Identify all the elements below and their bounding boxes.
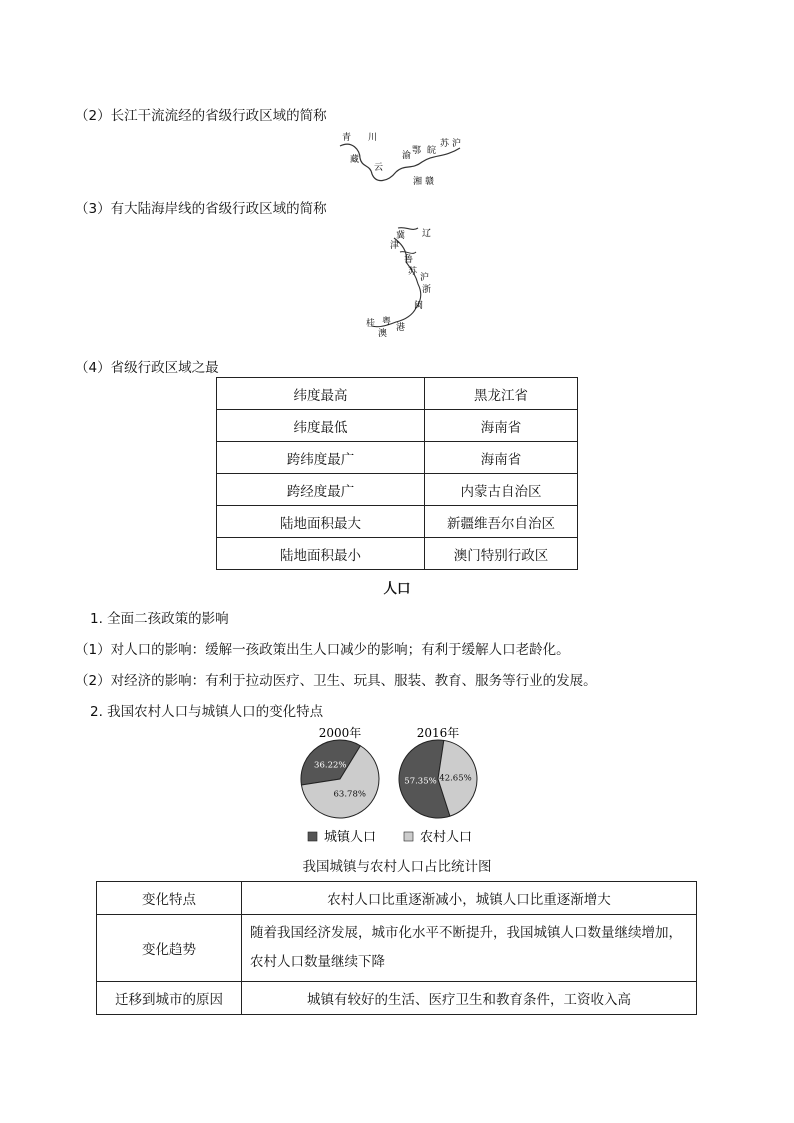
map-label: 沪: [452, 139, 462, 149]
map-label: 皖: [427, 146, 437, 156]
legend-label-urban: 城镇人口: [324, 830, 377, 845]
table-cell: 跨经度最广: [217, 474, 425, 506]
table-cell: 变化趋势: [97, 915, 242, 982]
pie-title: 2016年: [416, 726, 460, 740]
map-label: 青: [342, 133, 352, 143]
table-cell: 迁移到城市的原因: [97, 982, 242, 1015]
map-label: 苏: [440, 139, 450, 149]
map-label: 云: [374, 163, 384, 173]
map-label: 川: [368, 133, 378, 143]
map-label: 苏: [408, 267, 418, 277]
table-row: [97, 915, 697, 982]
map-label: 粤: [382, 317, 392, 327]
table-cell: 纬度最低: [217, 410, 425, 442]
map-label: 湘: [413, 177, 423, 187]
figure-caption: 我国城镇与农村人口占比统计图: [302, 859, 492, 875]
map-label: 鄂: [412, 146, 422, 156]
table-cell: 内蒙古自治区: [425, 474, 578, 506]
map-label: 鲁: [404, 255, 414, 265]
map-label: 冀: [396, 231, 406, 241]
map-label: 辽: [422, 229, 432, 239]
map-label: 澳: [378, 329, 388, 339]
yangtze-river-map: [330, 128, 470, 190]
policy-effect-economy: （2）对经济的影响：有利于拉动医疗、卫生、玩具、服装、教育、服务等行业的发展。: [75, 673, 597, 689]
table-cell: 城镇有较好的生活、医疗卫生和教育条件，工资收入高: [242, 982, 697, 1015]
policy-effect-population: （1）对人口的影响：缓解一孩政策出生人口减少的影响；有利于缓解人口老龄化。: [75, 642, 570, 658]
map-label: 桂: [366, 319, 376, 329]
population-title: 人口: [383, 581, 411, 597]
table-cell: 新疆维吾尔自治区: [425, 506, 578, 538]
table-cell: 变化特点: [97, 882, 242, 915]
map-label: 浙: [422, 285, 432, 295]
table-row: [217, 378, 578, 410]
urban-rural-pie-charts: [290, 722, 510, 852]
pie-title: 2000年: [318, 726, 362, 740]
table-cell: 随着我国经济发展，城市化水平不断提升，我国城镇人口数量继续增加，农村人口数量继续下降: [242, 915, 697, 982]
policy-heading: 1. 全面二孩政策的影响: [90, 611, 229, 627]
pie-chart-2016: [399, 725, 477, 818]
superlatives-table: [216, 377, 578, 570]
map-label: 沪: [420, 273, 430, 283]
pie-value-label: 63.78%: [333, 789, 366, 800]
table-row: [217, 506, 578, 538]
table-cell: 纬度最高: [217, 378, 425, 410]
map-label: 藏: [350, 155, 360, 165]
legend-swatch-urban: [308, 832, 317, 841]
table-cell: 澳门特别行政区: [425, 538, 578, 570]
legend-swatch-rural: [404, 832, 413, 841]
coastline-heading: （3）有大陆海岸线的省级行政区域的简称: [75, 201, 327, 217]
table-row: [217, 410, 578, 442]
table-row: [217, 442, 578, 474]
table-row: [97, 982, 697, 1015]
table-cell: 陆地面积最小: [217, 538, 425, 570]
map-label: 赣: [425, 177, 435, 187]
map-label: 闽: [414, 301, 424, 311]
table-cell: 农村人口比重逐渐减小，城镇人口比重逐渐增大: [242, 882, 697, 915]
map-label: 港: [396, 323, 406, 333]
map-label: 渝: [402, 151, 412, 161]
pie-value-label: 57.35%: [404, 776, 437, 787]
yangtze-heading: （2）长江干流流经的省级行政区域的简称: [75, 108, 327, 124]
pie-chart-2000: [301, 725, 379, 818]
table-cell: 黑龙江省: [425, 378, 578, 410]
table-cell: 陆地面积最大: [217, 506, 425, 538]
urbanization-heading: 2. 我国农村人口与城镇人口的变化特点: [90, 704, 324, 720]
map-label: 津: [390, 241, 400, 251]
urbanization-table: [96, 881, 697, 1015]
table-cell: 跨纬度最广: [217, 442, 425, 474]
legend-label-rural: 农村人口: [420, 830, 473, 845]
superlatives-heading: （4）省级行政区域之最: [75, 360, 219, 376]
pie-value-label: 36.22%: [314, 760, 347, 771]
coastline-map: [360, 222, 450, 342]
pie-value-label: 42.65%: [439, 773, 472, 784]
table-row: [217, 538, 578, 570]
table-row: [217, 474, 578, 506]
table-row: [97, 882, 697, 915]
table-cell: 海南省: [425, 410, 578, 442]
table-cell: 海南省: [425, 442, 578, 474]
